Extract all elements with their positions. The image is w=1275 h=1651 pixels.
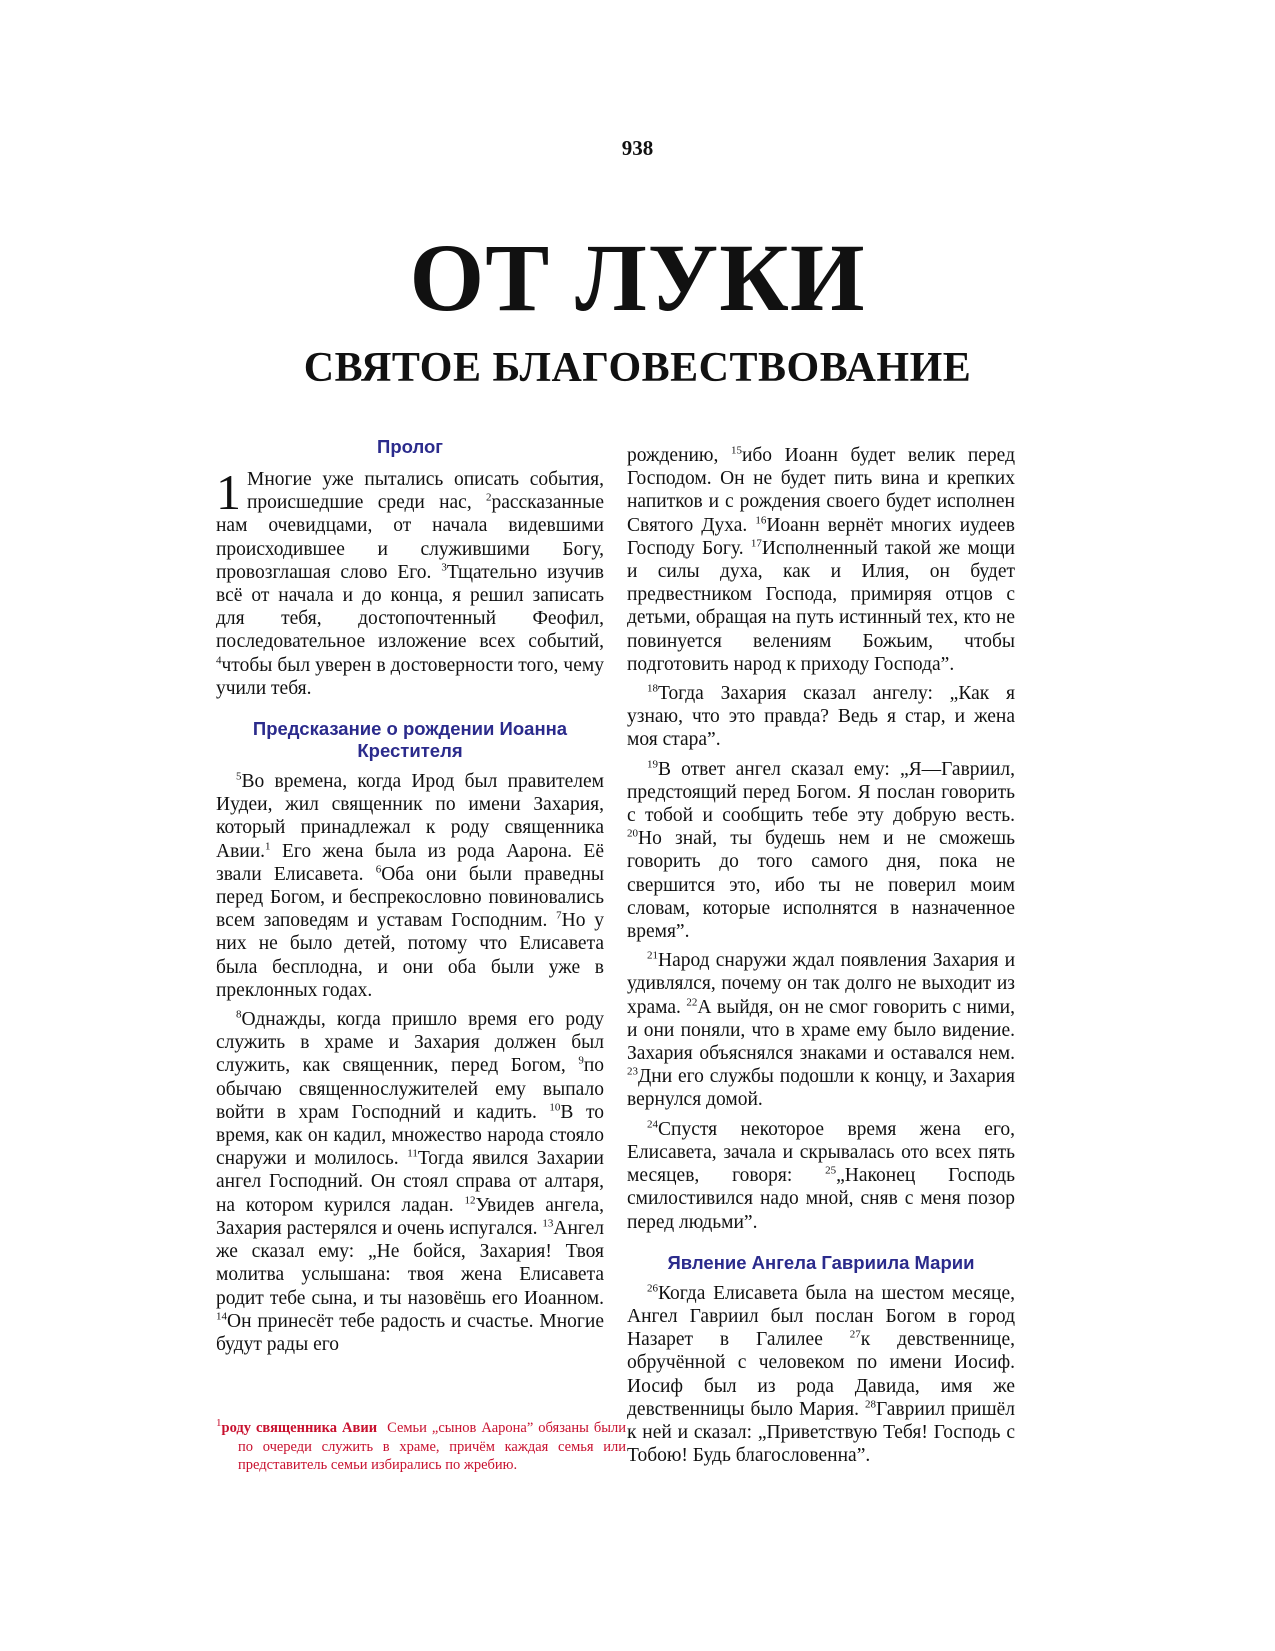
verse-text: „Наконец Господь смилостивился надо мной, сняв с меня позор перед людьми”.: [627, 1165, 1015, 1233]
verse-text: Спустя некоторое время жена его, Елисавета, зачала и скрывалась ото всех пять месяцев, говоря:: [627, 1118, 1015, 1187]
section-heading-prediction: Предсказание о рождении Иоанна Крестителя: [252, 718, 568, 762]
right-column: [627, 444, 1015, 1467]
verse-number: 22: [686, 996, 698, 1009]
verse-text: В ответ ангел сказал ему: „Я—Гавриил, предстоящий перед Богом. Я послан говорить с тобой и сообщить тебе эту добрую весть.: [627, 758, 1015, 827]
verse-number: 23: [627, 1065, 638, 1078]
footnote-number: 1: [216, 1417, 222, 1430]
verse-number: 5: [236, 770, 242, 783]
verse-number: 8: [236, 1008, 242, 1021]
verse-text: Во времена, когда Ирод был правителем Иудеи, жил священник по имени Захария, который принадлежал к роду священника Авии.: [216, 771, 604, 862]
verse-text: Иоанн вернёт многих иудеев Господу Богу.: [627, 514, 1016, 559]
book-title: ОТ ЛУКИ: [409, 224, 866, 331]
verse-number: 25: [825, 1164, 837, 1177]
verse-number: 11: [407, 1147, 418, 1160]
verse-number: 6: [375, 863, 382, 876]
page-number: 938: [621, 136, 654, 160]
verse-number: 13: [542, 1217, 554, 1230]
footnote-term: роду священника Авии: [221, 1420, 378, 1436]
verse-text: Но у них не было детей, потому что Елисавета была бесплодна, и они оба были уже в преклонных годах.: [216, 910, 604, 1001]
verse-text: Но знай, ты будешь нем и не сможешь говорить до того самого дня, пока не свершится это, ибо ты не поверил моим словам, которые исполнятся в назначенное время”.: [627, 828, 1015, 943]
verse-text: рассказанные нам очевидцами, от начала видевшими происходившее и служившими Богу, провозглашая слово Его.: [216, 492, 604, 583]
verse-text: Исполненный такой же мощи и силы духа, как и Илия, он будет предвестником Господа, примиряя отцов с детьми, обращая на путь истинный тех, кто не повинуется велениям Божьим, чтобы подготовить народ к приходу Господа”.: [627, 537, 1015, 675]
verse-text: Его жена была из рода Аарона. Её звали Елисавета.: [216, 840, 604, 885]
verse-text: к девственнице, обручённой с человеком по имени Иосиф. Иосиф был из рода Давида, имя же девственницы было Мария.: [627, 1329, 1016, 1420]
verse-text: Гавриил пришёл к ней и сказал: „Приветствую Тебя! Господь с Тобою! Будь благословенна”.: [627, 1398, 1015, 1467]
verse-paragraph-24: [627, 1118, 1015, 1234]
verse-number: 15: [730, 444, 742, 457]
verse-text: рождению,: [627, 445, 719, 466]
verse-number: 26: [647, 1282, 658, 1295]
verse-text: чтобы был уверен в достоверности того, чему учили тебя.: [216, 654, 604, 699]
footnote-text: Семьи „сынов Аарона” обязаны были по очереди служить в храме, причём каждая семья или представитель семьи избирались по жребию.: [238, 1420, 626, 1473]
verse-text: Однажды, когда пришло время его роду служить в храме и Захария должен был служить, как священник, перед Богом,: [216, 1009, 604, 1077]
verse-number: 16: [755, 514, 767, 527]
verse-text: В то время, как он кадил, множество народа стояло снаружи и молилось.: [216, 1101, 604, 1170]
verse-number: 14: [216, 1310, 227, 1323]
verse-paragraph-18: [627, 682, 1015, 752]
verse-paragraph-5: [216, 770, 604, 1002]
verse-paragraph-19: [627, 758, 1015, 944]
verse-text: Народ снаружи ждал появления Захария и удивлялся, почему он так долго не выходит из храма.: [627, 950, 1015, 1018]
verse-paragraph-21: [627, 949, 1015, 1111]
left-column: [216, 436, 604, 1356]
verse-text: Он принесёт тебе радость и счастье. Многие будут рады его: [216, 1310, 604, 1355]
verse-paragraph-8: [216, 1008, 604, 1356]
verse-number: 12: [464, 1194, 476, 1207]
prologue-paragraph: [216, 464, 604, 700]
verse-text: Увидев ангела, Захария растерялся и очень испугался.: [216, 1194, 604, 1239]
verse-text: по обычаю священнослужителей ему выпало войти в храм Господний и кадить.: [216, 1055, 604, 1123]
book-subtitle: СВЯТОЕ БЛАГОВЕСТВОВАНИЕ: [303, 345, 972, 391]
verse-text: Дни его службы подошли к концу, и Захария вернулся домой.: [627, 1066, 1015, 1111]
verse-text: Тогда явился Захарии ангел Господний. Он стоял справа от алтаря, на котором курился ладан.: [216, 1148, 604, 1216]
verse-number: 27: [849, 1328, 861, 1341]
verse-number: 18: [647, 682, 658, 695]
verse-text: Многие уже пытались описать события, происшедшие среди нас,: [247, 469, 604, 514]
footnote-marker[interactable]: 1: [265, 840, 271, 853]
verse-text: Тогда Захария сказал ангелу: „Как я узнаю, что это правда? Ведь я стар, и жена моя стара”.: [627, 683, 1015, 751]
verse-text: Оба они были праведны перед Богом, и беспрекословно повиновались всем заповедям и уставам Господним.: [216, 863, 604, 932]
chapter-number: 1: [216, 464, 241, 520]
verse-number: 17: [750, 537, 762, 550]
verse-text: Ангел же сказал ему: „Не бойся, Захария! Твоя молитва услышана: твоя жена Елисавета родит тебе сына, и ты назовёшь его Иоанном.: [216, 1217, 605, 1309]
verse-number: 9: [578, 1054, 584, 1067]
verse-number: 4: [216, 654, 222, 667]
verse-text: Когда Елисавета была на шестом месяце, Ангел Гавриил был послан Богом в город Назарет в Галилее: [627, 1282, 1015, 1351]
section-heading-annunciation: Явление Ангела Гавриила Марии: [667, 1251, 975, 1273]
verse-number: 19: [647, 758, 658, 771]
section-heading-prologue: Пролог: [377, 436, 443, 457]
verse-number: 2: [485, 491, 492, 504]
verse-number: 21: [647, 949, 658, 962]
verse-text: Тщательно изучив всё от начала и до конца, я решил записать для тебя, достопочтенный Феофил, последовательное изложение всех событий,: [216, 561, 604, 653]
verse-paragraph-26: [627, 1282, 1015, 1468]
verse-text: А выйдя, он не смог говорить с ними, и они поняли, что в храме ему было видение. Захария объяснялся знаками и оставался нем.: [627, 996, 1015, 1065]
verse-number: 20: [627, 827, 638, 840]
verse-text: ибо Иоанн будет велик перед Господом. Он не будет пить вина и крепких напитков и с рождения своего будет исполнен Святого Духа.: [627, 445, 1016, 536]
verse-number: 28: [864, 1398, 876, 1411]
verse-number: 7: [556, 909, 562, 922]
verse-paragraph-cont: [627, 444, 1015, 676]
verse-number: 24: [647, 1118, 658, 1131]
footnote: [216, 1419, 626, 1475]
verse-number: 3: [441, 561, 447, 574]
verse-number: 10: [549, 1101, 561, 1114]
